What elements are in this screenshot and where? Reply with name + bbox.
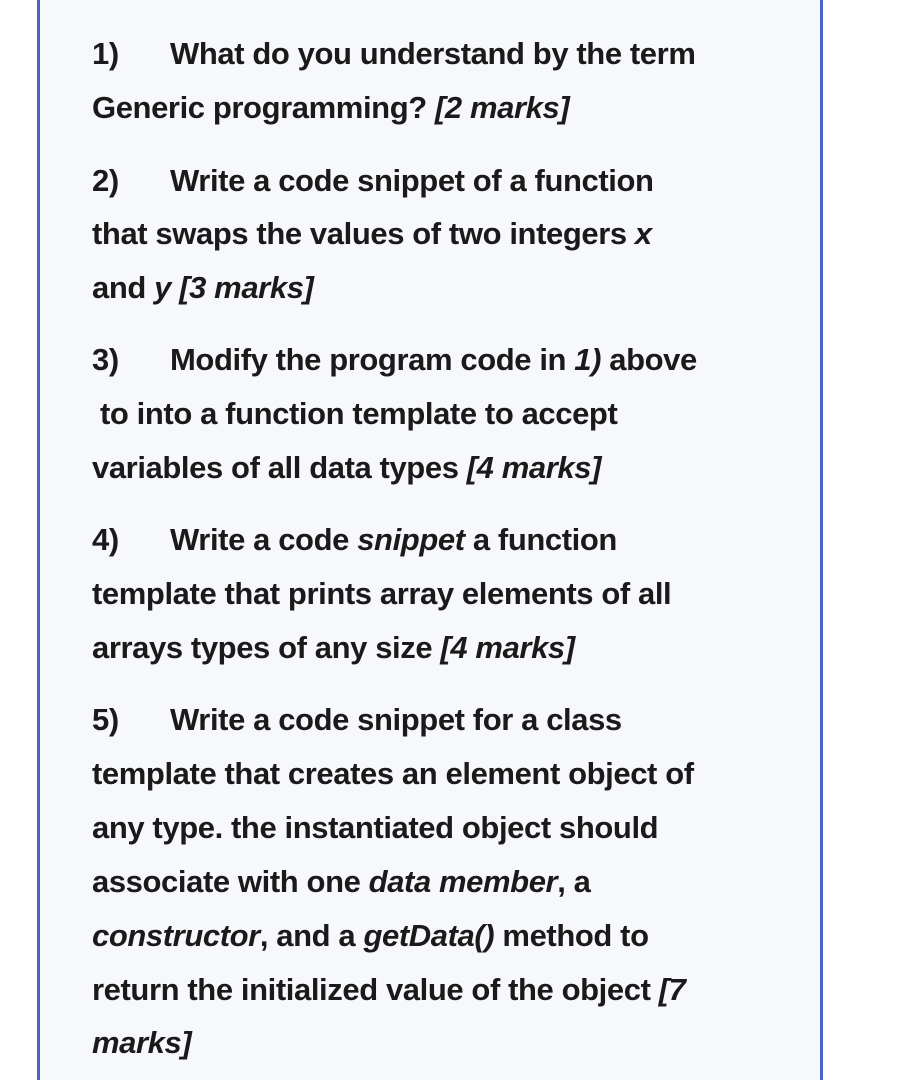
question-2-line-2: that swaps the values of two integers x	[92, 216, 652, 251]
question-number: 1)	[92, 36, 119, 71]
question-5-line-7	[92, 1025, 191, 1061]
question-number: 5)	[92, 702, 119, 737]
question-5-line-5: constructor, and a getData() method to	[92, 918, 649, 953]
question-1-line-1: 1) What do you understand by the term	[92, 36, 696, 71]
marks-label: [4 marks]	[466, 450, 602, 485]
marks-label: [3 marks]	[179, 270, 314, 305]
question-5-line-2: template that creates an element object of	[92, 756, 694, 791]
question-4-line-1: 4) Write a code snippet a function	[92, 522, 617, 557]
question-panel	[37, 0, 823, 1080]
question-1-line-2: Generic programming? [2 marks]	[92, 90, 570, 125]
marks-label: [2 marks]	[435, 90, 570, 125]
question-5-line-6: return the initialized value of the object [7	[92, 972, 686, 1007]
marks-label: [4 marks]	[440, 630, 575, 665]
question-5-line-1: 5) Write a code snippet for a class	[92, 702, 622, 737]
question-5-line-3: any type. the instantiated object should	[92, 810, 659, 845]
question-3-line-2: to into a function template to accept	[100, 396, 618, 431]
question-number: 2)	[92, 163, 119, 198]
question-number: 3)	[92, 342, 119, 377]
question-2-line-3: and y [3 marks]	[92, 270, 314, 305]
question-number: 4)	[92, 522, 119, 557]
question-3-line-1: 3) Modify the program code in 1) above	[92, 342, 697, 377]
question-4-line-3: arrays types of any size [4 marks]	[92, 630, 575, 665]
question-4-line-2: template that prints array elements of all	[92, 576, 672, 611]
question-5-line-4: associate with one data member, a	[92, 864, 591, 899]
question-3-line-3: variables of all data types [4 marks]	[92, 450, 602, 485]
marks-label: marks]	[92, 1025, 192, 1060]
question-2-line-1: 2) Write a code snippet of a function	[92, 163, 654, 198]
